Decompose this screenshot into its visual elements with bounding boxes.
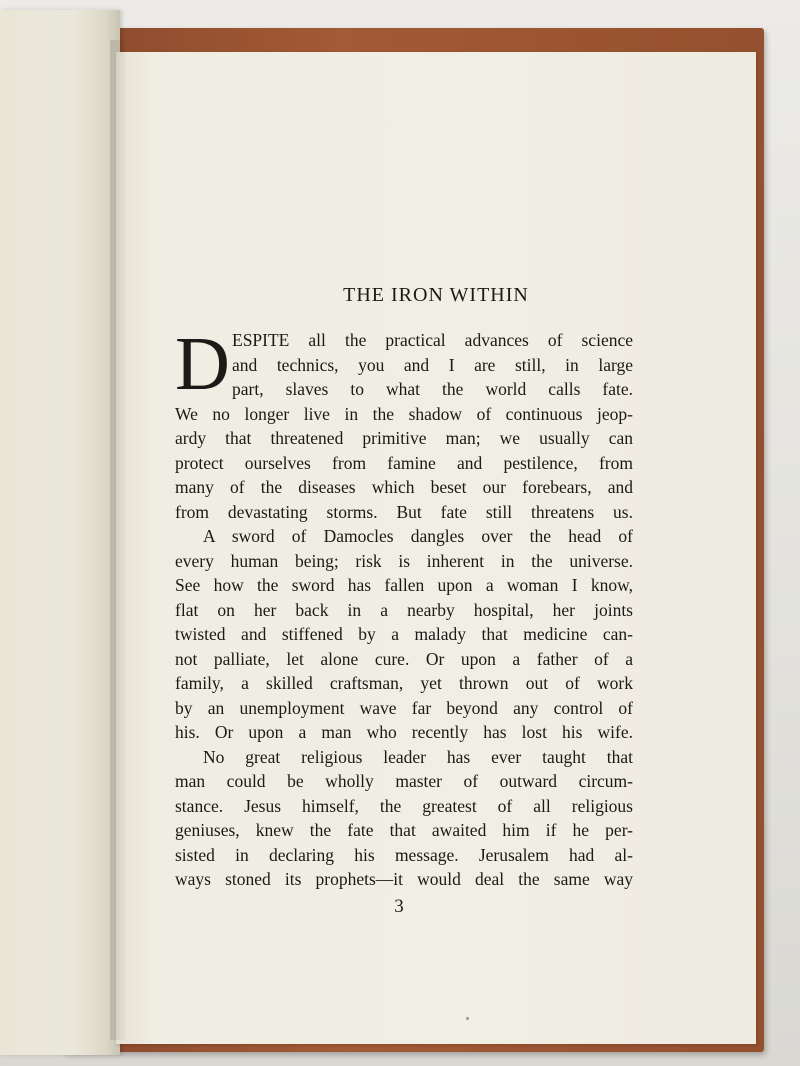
text-line: family, a skilled craftsman, yet thrown out of work <box>175 673 633 693</box>
left-page <box>0 10 120 1055</box>
paper-speck <box>466 1017 469 1020</box>
text-line: We no longer live in the shadow of continuous jeop- <box>175 403 633 424</box>
text-line: not palliate, let alone cure. Or upon a father of a <box>175 648 633 669</box>
text-line: from devastating storms. But fate still threatens us. <box>175 501 633 522</box>
text-line: geniuses, knew the fate that awaited him if he per- <box>175 820 633 840</box>
text-line: ardy that threatened primitive man; we usually can <box>175 428 633 448</box>
text-line: protect ourselves from famine and pestilence, from <box>175 452 633 473</box>
text-line: flat on her back in a nearby hospital, her joints <box>175 599 633 620</box>
paragraph-1 <box>175 322 633 524</box>
paragraph-3 <box>175 745 633 892</box>
text-line: part, slaves to what the world calls fate. <box>232 379 633 399</box>
paragraph-2 <box>175 524 633 745</box>
book-gutter <box>110 40 126 1040</box>
text-line: ways stoned its prophets—it would deal the same way <box>175 869 633 889</box>
text-line: twisted and stiffened by a malady that medicine can- <box>175 624 633 644</box>
text-line: No great religious leader has ever taught that <box>203 746 633 767</box>
body-text <box>175 322 633 892</box>
text-line: stance. Jesus himself, the greatest of all religious <box>175 795 633 816</box>
text-line: See how the sword has fallen upon a woman I know, <box>175 575 633 595</box>
text-line: and technics, you and I are still, in large <box>232 354 633 375</box>
chapter-title: THE IRON WITHIN <box>343 284 529 306</box>
text-line: ESPITE all the practical advances of science <box>232 330 633 350</box>
text-line: man could be wholly master of outward circum- <box>175 771 633 791</box>
text-line: every human being; risk is inherent in the universe. <box>175 550 633 571</box>
text-line: A sword of Damocles dangles over the head of <box>203 526 633 546</box>
page-number: 3 <box>394 896 404 917</box>
text-line: sisted in declaring his message. Jerusalem had al- <box>175 844 633 865</box>
text-line: by an unemployment wave far beyond any control of <box>175 697 633 718</box>
text-line: his. Or upon a man who recently has lost his wife. <box>175 722 633 742</box>
drop-cap: D <box>175 322 230 406</box>
text-line: many of the diseases which beset our forebears, and <box>175 477 633 497</box>
